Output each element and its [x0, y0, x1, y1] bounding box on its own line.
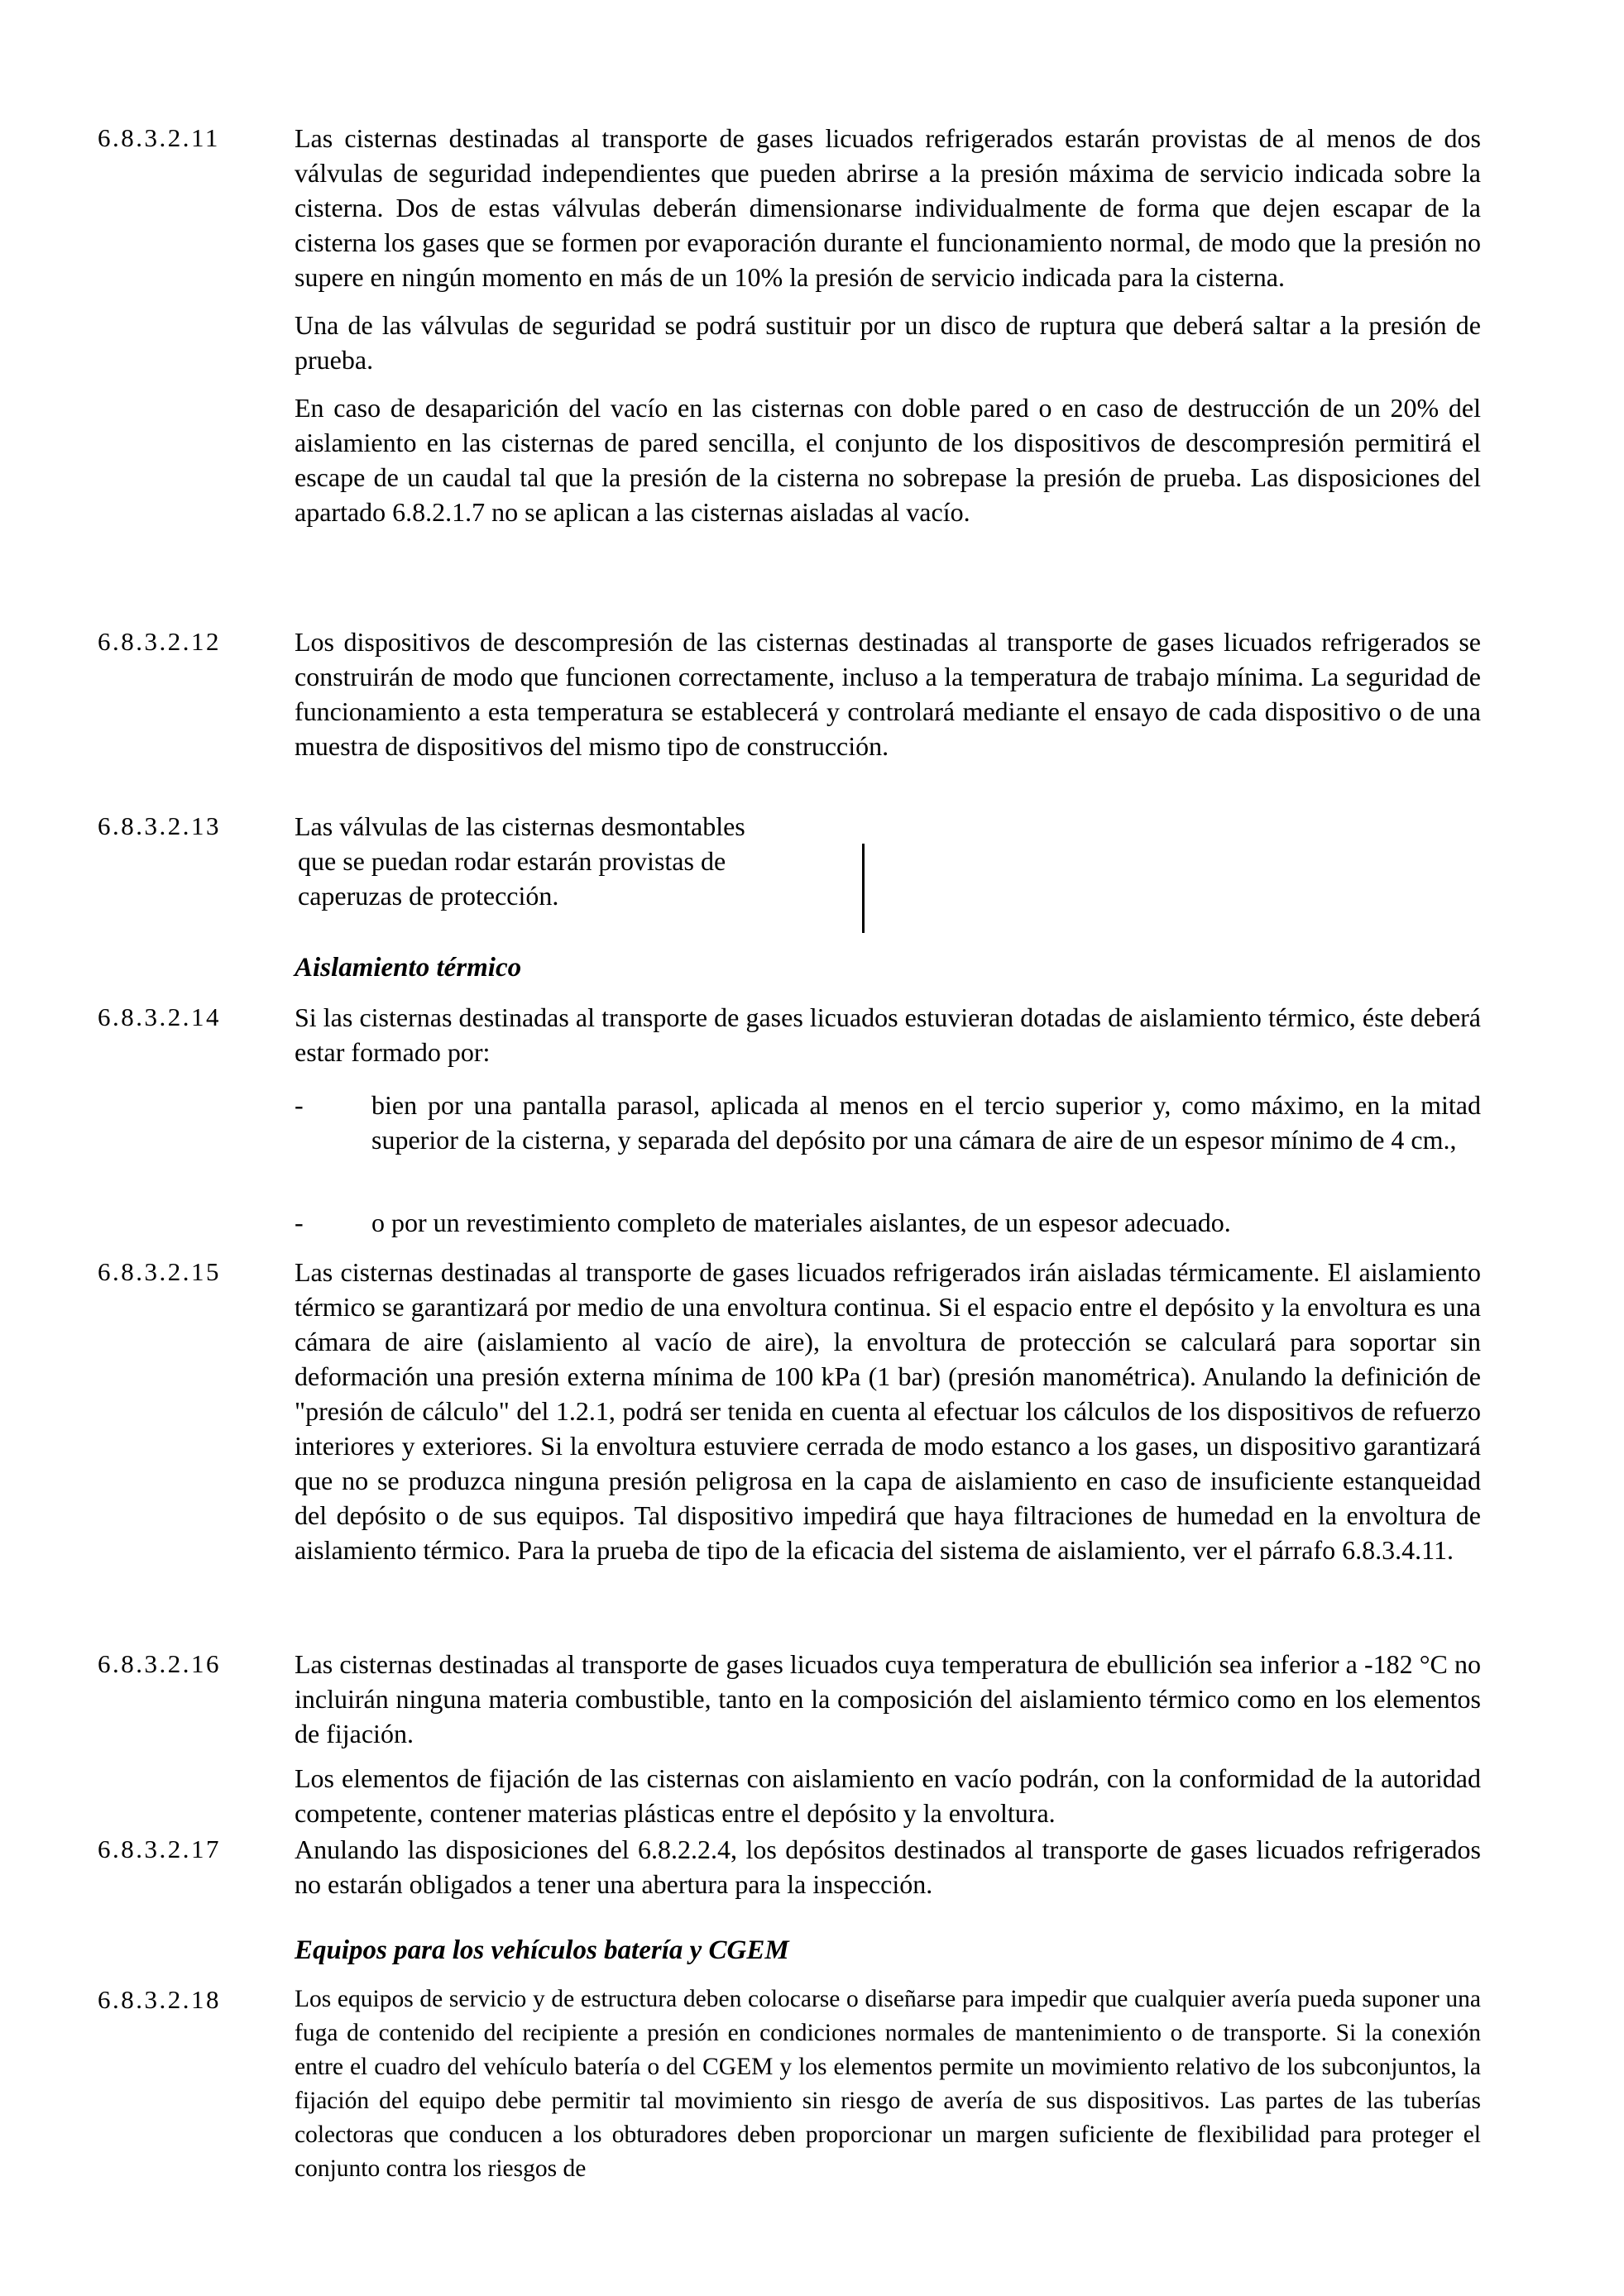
- section-heading: Equipos para los vehículos batería y CGEM: [295, 1935, 789, 1965]
- text-line: que se puedan rodar estarán provistas de: [298, 846, 726, 876]
- paragraph: Las cisternas destinadas al transporte de gases licuados refrigerados estarán provistas de al menos de dos válvulas de seguridad independientes que pueden abrirse a la presión máxima de servicio indicada sobre la cisterna. Dos de estas válvulas deberán dimensionarse individualmente de forma que dejen escapar de la cisterna los gases que se formen por evaporación durante el funcionamiento normal, de modo que la presión no supere en ningún momento en más de un 10% la presión de servicio indicada para la cisterna.: [295, 123, 1481, 292]
- bullet-text: bien por una pantalla parasol, aplicada al menos en el tercio superior y, como máximo, en la mitad superior de la cisterna, y separada del depósito por una cámara de aire de un espesor mínimo de 4 cm.,: [371, 1090, 1481, 1155]
- revision-bar: [862, 844, 865, 933]
- section-text: [295, 624, 1481, 763]
- section-text: [295, 1832, 1481, 1901]
- section-heading: Aislamiento térmico: [295, 953, 522, 983]
- section-text: [295, 809, 824, 913]
- section-text: [295, 1983, 1481, 2186]
- paragraph: Los equipos de servicio y de estructura deben colocarse o diseñarse para impedir que cualquier avería pueda suponer una fuga de contenido del recipiente a presión en condiciones normales de mantenimiento o de transporte. Si la conexión entre el cuadro del vehículo batería o del CGEM y los elementos permite un movimiento relativo de los subconjuntos, la fijación del equipo debe permitir tal movimiento sin riesgo de avería de sus dispositivos. Las partes de las tuberías colectoras que conducen a los obturadores deben proporcionar un margen suficiente de flexibilidad para proteger el conjunto contra los riesgos de: [295, 1986, 1481, 2182]
- paragraph: Si las cisternas destinadas al transporte de gases licuados estuvieran dotadas de aislamiento térmico, éste deberá estar formado por:: [295, 1002, 1481, 1067]
- section-number: 6.8.3.2.11: [98, 123, 220, 152]
- section-text: [295, 1255, 1481, 1567]
- bullet-dash: -: [295, 1208, 304, 1237]
- paragraph: En caso de desaparición del vacío en las cisternas con doble pared o en caso de destrucción de un 20% del aislamiento en las cisternas de pared sencilla, el conjunto de los dispositivos de descompresión permitirá el escape de un caudal tal que la presión de la cisterna no sobrepase la presión de prueba. Las disposiciones del apartado 6.8.2.1.7 no se aplican a las cisternas aisladas al vacío.: [295, 393, 1481, 527]
- paragraph: Las cisternas destinadas al transporte de gases licuados refrigerados irán aisladas térmicamente. El aislamiento térmico se garantizará por medio de una envoltura continua. Si el espacio entre el depósito y la envoltura es una cámara de aire (aislamiento al vacío de aire), la envoltura de protección se calculará para soportar sin deformación una presión externa mínima de 100 kPa (1 bar) (presión manométrica). Anulando la definición de "presión de cálculo" del 1.2.1, podrá ser tenida en cuenta al efectuar los cálculos de los dispositivos de refuerzo interiores y exteriores. Si la envoltura estuviere cerrada de modo estanco a los gases, un dispositivo garantizará que no se produzca ninguna presión peligrosa en la capa de aislamiento en caso de insuficiente estanqueidad del depósito o de sus equipos. Tal dispositivo impedirá que haya filtraciones de humedad en la envoltura de aislamiento térmico. Para la prueba de tipo de la eficacia del sistema de aislamiento, ver el párrafo 6.8.3.4.11.: [295, 1257, 1481, 1565]
- paragraph: Una de las válvulas de seguridad se podrá sustituir por un disco de ruptura que deberá saltar a la presión de prueba.: [295, 310, 1481, 375]
- section-number: 6.8.3.2.12: [98, 627, 221, 656]
- paragraph: Las cisternas destinadas al transporte de gases licuados cuya temperatura de ebullición sea inferior a -182 °C no incluirán ninguna materia combustible, tanto en la composición del aislamiento térmico como en los elementos de fijación.: [295, 1649, 1481, 1748]
- text-line: caperuzas de protección.: [298, 881, 559, 911]
- section-number: 6.8.3.2.13: [98, 811, 221, 840]
- text-line: Las válvulas de las cisternas desmontables: [295, 811, 745, 841]
- section-number: 6.8.3.2.18: [98, 1985, 221, 2014]
- section-text: [295, 1000, 1481, 1069]
- bullet-dash: -: [295, 1090, 304, 1120]
- paragraph: Los dispositivos de descompresión de las cisternas destinadas al transporte de gases licuados refrigerados se construirán de modo que funcionen correctamente, incluso a la temperatura de trabajo mínima. La seguridad de funcionamiento a esta temperatura se establecerá y controlará mediante el ensayo de cada dispositivo o de una muestra de dispositivos del mismo tipo de construcción.: [295, 627, 1481, 761]
- section-number: 6.8.3.2.16: [98, 1649, 221, 1678]
- section-text: [295, 121, 1481, 529]
- bullet-text: o por un revestimiento completo de materiales aislantes, de un espesor adecuado.: [371, 1208, 1231, 1237]
- paragraph: Anulando las disposiciones del 6.8.2.2.4, los depósitos destinados al transporte de gases licuados refrigerados no estarán obligados a tener una abertura para la inspección.: [295, 1834, 1481, 1899]
- section-number: 6.8.3.2.17: [98, 1834, 221, 1863]
- section-number: 6.8.3.2.14: [98, 1002, 221, 1031]
- section-number: 6.8.3.2.15: [98, 1257, 221, 1286]
- section-text: [295, 1647, 1481, 1830]
- paragraph: Los elementos de fijación de las cisternas con aislamiento en vacío podrán, con la conformidad de la autoridad competente, contener materias plásticas entre el depósito y la envoltura.: [295, 1763, 1481, 1828]
